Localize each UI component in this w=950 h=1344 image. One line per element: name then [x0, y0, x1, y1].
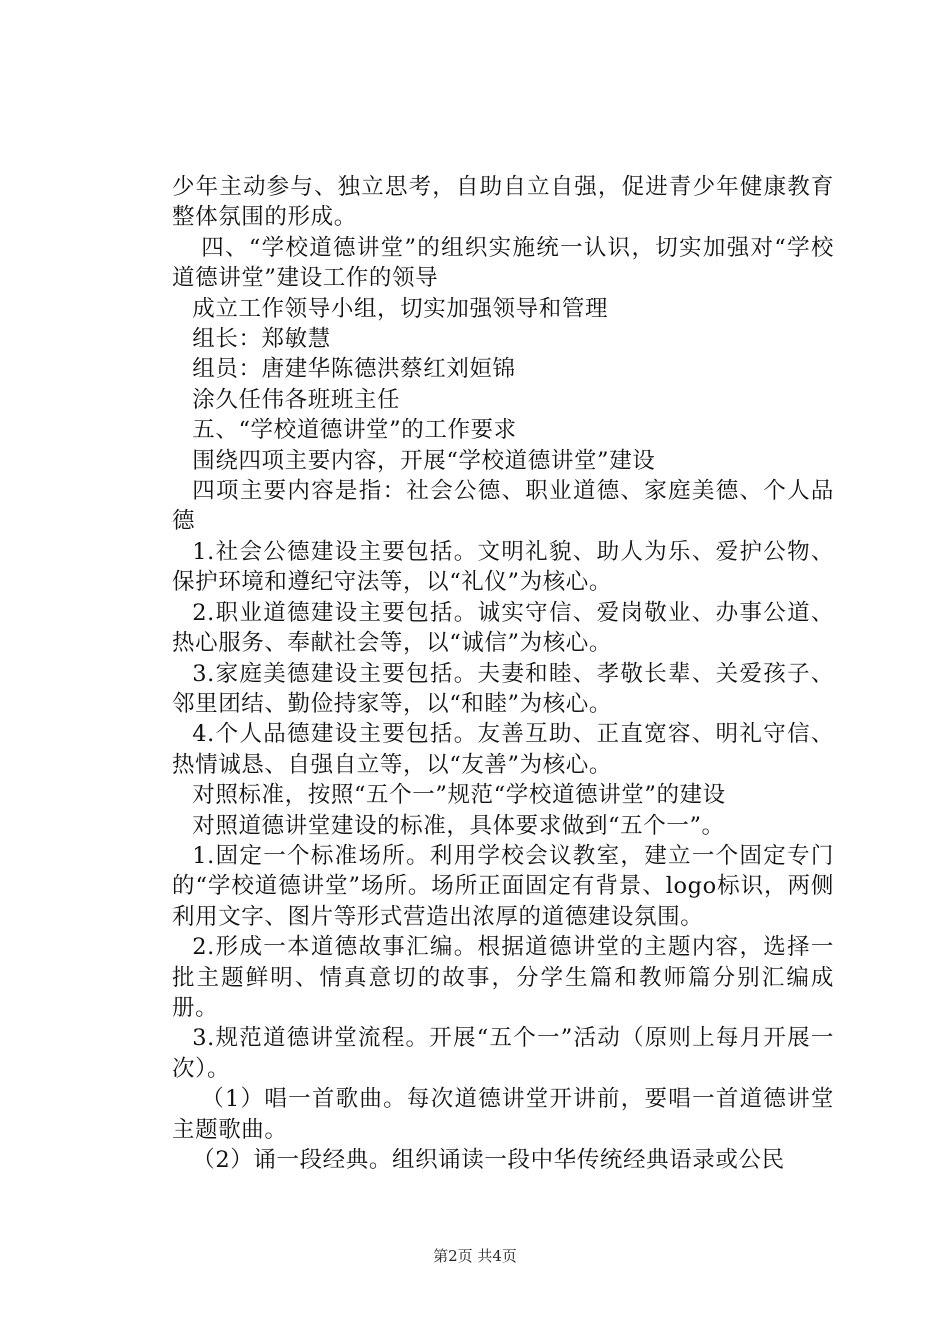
paragraph: （1）唱一首歌曲。每次道德讲堂开讲前，要唱一首道德讲堂主题歌曲。 — [172, 1086, 834, 1143]
document-body — [172, 172, 834, 1175]
paragraph: 四、“学校道德讲堂”的组织实施统一认识，切实加强对“学校道德讲堂”建设工作的领导 — [172, 234, 834, 292]
paragraph: 3.规范道德讲堂流程。开展“五个一”活动（原则上每月开展一次）。 — [172, 1025, 834, 1082]
paragraph: 少年主动参与、独立思考，自助自立自强，促进青少年健康教育整体氛围的形成。 — [172, 174, 834, 231]
paragraph: 1.社会公德建设主要包括。文明礼貌、助人为乐、爱护公物、保护环境和遵纪守法等，以“礼仪”为核心。 — [172, 538, 834, 596]
paragraph: 对照标准，按照“五个一”规范“学校道德讲堂”的建设 — [192, 782, 726, 809]
paragraph: 组员：唐建华陈德洪蔡红刘姮锦 — [192, 356, 516, 383]
page-footer: 第2页 共4页 — [433, 1247, 517, 1265]
paragraph: 2.职业道德建设主要包括。诚实守信、爱岗敬业、办事公道、热心服务、奉献社会等，以“诚信”为核心。 — [172, 599, 834, 657]
paragraph: 对照道德讲堂建设的标准，具体要求做到“五个一”。 — [192, 812, 725, 839]
paragraph: 1.固定一个标准场所。利用学校会议教室，建立一个固定专门的“学校道德讲堂”场所。场所正面固定有背景、logo标识，两侧利用文字、图片等形式营造出浓厚的道德建设氛围。 — [172, 842, 834, 930]
paragraph: 组长：郑敏慧 — [192, 326, 331, 353]
paragraph: 成立工作领导小组，切实加强领导和管理 — [192, 295, 609, 322]
paragraph: 4.个人品德建设主要包括。友善互助、正直宽容、明礼守信、热情诚恳、自强自立等，以“友善”为核心。 — [172, 721, 834, 778]
paragraph: 四项主要内容是指：社会公德、职业道德、家庭美德、个人品德 — [172, 478, 834, 535]
paragraph: 2.形成一本道德故事汇编。根据道德讲堂的主题内容，选择一批主题鲜明、情真意切的故事，分学生篇和教师篇分别汇编成册。 — [172, 934, 834, 1021]
paragraph: 围绕四项主要内容，开展“学校道德讲堂”建设 — [192, 447, 656, 474]
paragraph: （2）诵一段经典。组织诵读一段中华传统经典语录或公民 — [192, 1147, 785, 1173]
paragraph: 涂久任伟各班班主任 — [192, 386, 401, 413]
paragraph: 3.家庭美德建设主要包括。夫妻和睦、孝敬长辈、关爱孩子、邻里团结、勤俭持家等，以“和睦”为核心。 — [172, 660, 834, 717]
paragraph: 五、“学校道德讲堂”的工作要求 — [192, 417, 517, 444]
